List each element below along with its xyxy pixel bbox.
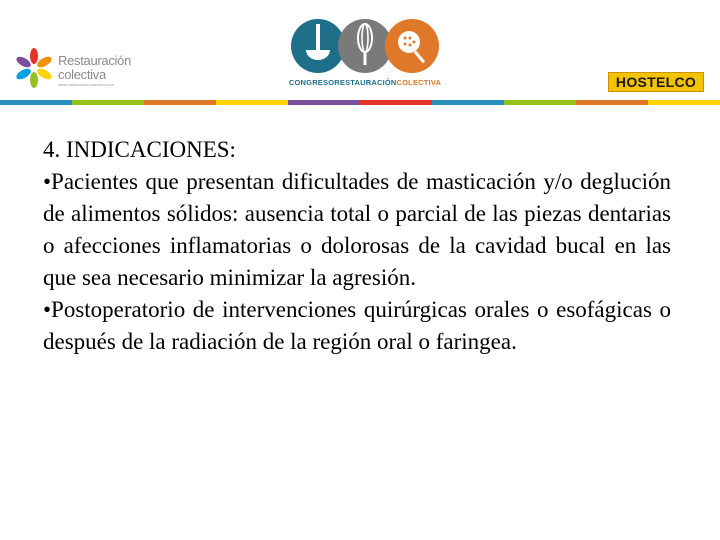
congreso-logo (280, 18, 450, 98)
stripe-segment (648, 100, 720, 105)
congreso-icons (290, 18, 440, 74)
bullet-item: •Postoperatorio de intervenciones quirúrgicas orales o esofágicas o después de la radiación de la región oral o faringea. (43, 297, 671, 354)
restauracion-colectiva-logo (12, 44, 142, 96)
stripe-segment (360, 100, 432, 105)
skimmer-icon (385, 19, 439, 73)
logo-left-line2: colectiva (58, 67, 106, 82)
color-stripe-divider (0, 100, 720, 105)
ladle-icon (291, 19, 345, 73)
stripe-segment (432, 100, 504, 105)
slide-content (43, 134, 671, 358)
logo-left-text (58, 54, 131, 88)
section-heading: 4. INDICACIONES: (43, 137, 236, 162)
congreso-text (280, 78, 450, 87)
stripe-segment (288, 100, 360, 105)
logo-left-line1: Restauración (58, 53, 131, 68)
congreso-text-part1: CONGRESORESTAURACIÓN (288, 78, 397, 87)
hostelco-logo: HOSTELCO (608, 72, 704, 92)
stripe-segment (0, 100, 72, 105)
stripe-segment (216, 100, 288, 105)
bullet-item: •Pacientes que presentan dificultades de masticación y/o deglución de alimentos sólidos: ausencia total o parcial de las piezas dentarias o afecciones inflamatorias o dolorosas de la cavidad bucal en las que sea necesario minimizar la agresión. (43, 169, 671, 290)
stripe-segment (504, 100, 576, 105)
logo-left-url: www.restauracioncolectiva.com (58, 82, 114, 87)
congreso-text-part2: COLECTIVA (396, 78, 442, 87)
stripe-segment (576, 100, 648, 105)
whisk-icon (338, 19, 392, 73)
flower-icon (12, 46, 56, 90)
stripe-segment (72, 100, 144, 105)
stripe-segment (144, 100, 216, 105)
header (0, 0, 720, 104)
